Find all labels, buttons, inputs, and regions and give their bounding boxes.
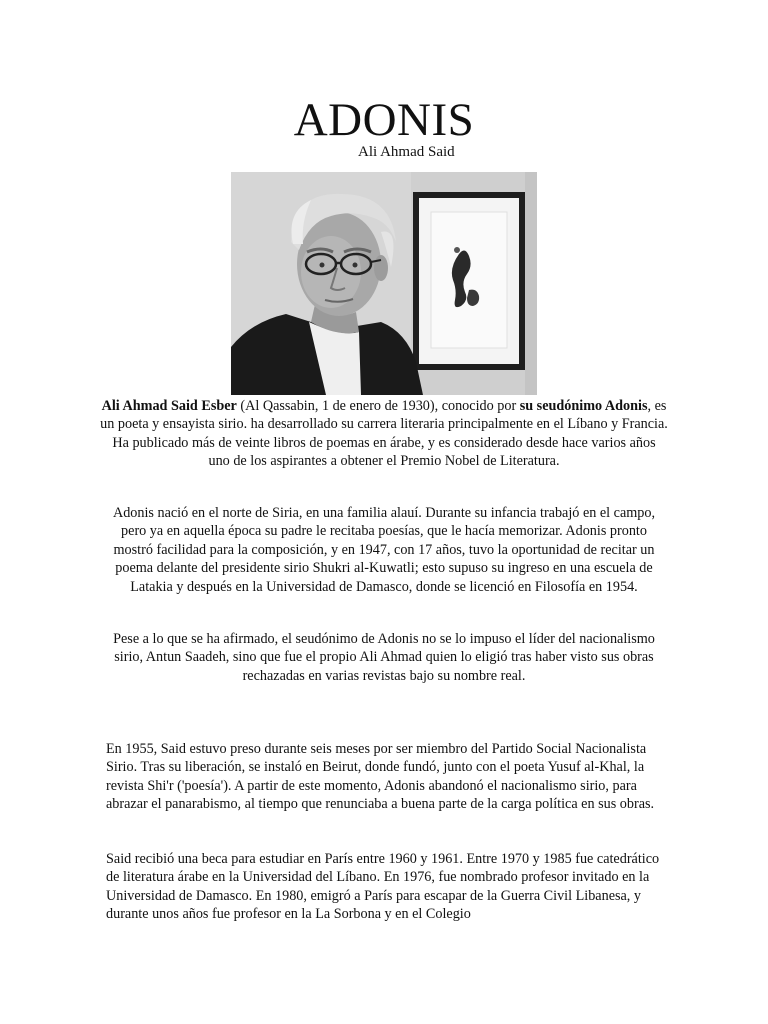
intro-paragraph [100,397,668,471]
paragraph-career: Said recibió una beca para estudiar en París entre 1960 y 1961. Entre 1970 y 1985 fue catedrático de literatura árabe en la Universidad del Líbano. En 1976, fue nombrado profesor invitado en la Universidad de Damasco. En 1980, emigró a París para escapar de la Guerra Civil Libanesa, y durante unos años fue profesor en la La Sorbona y en el Colegio [106,851,660,923]
paragraph-prison: En 1955, Said estuvo preso durante seis meses por ser miembro del Partido Social Nacionalista Sirio. Tras su liberación, se instaló en Beirut, donde fundó, junto con el poeta Yusuf al-Khal, la revista Shi'r ('poesía'). A partir de este momento, Adonis abandonó el nacionalismo sirio, para abrazar el panarabismo, al tiempo que renunciaba a buena parte de la carga política en sus obras. [106,741,655,813]
pseudonym-text: su seudónimo Adonis [519,398,648,414]
portrait-photo [231,172,537,395]
subject-name: Ali Ahmad Said Esber [101,398,237,414]
page-title: ADONIS [293,94,475,146]
page-subtitle: Ali Ahmad Said [358,144,455,160]
paragraph-childhood: Adonis nació en el norte de Siria, en una familia alauí. Durante su infancia trabajó en el campo, pero ya en aquella época su padre le recitaba poesías, que le hacía memorizar. Adonis pronto mostró facilidad para la composición, y en 1947, con 17 años, tuvo la oportunidad de recitar un poema delante del presidente sirio Shukri al-Kuwatli; esto supuso su ingreso en una escuela de Latakia y después en la Universidad de Damasco, donde se licenció en Filosofía en 1954. [112,505,656,595]
intro-text-a: (Al Qassabin, 1 de enero de 1930), conocido por [236,398,520,414]
paragraph-pseudonym: Pese a lo que se ha afirmado, el seudónimo de Adonis no se lo impuso el líder del nacionalismo sirio, Antun Saadeh, sino que fue el propio Ali Ahmad quien lo eligió tras haber visto sus obras rechazadas en varias revistas bajo su nombre real. [113,631,655,684]
intro-text-b: , es un poeta y ensayista sirio. ha desarrollado su carrera literaria principalmente en el Líbano y Francia. Ha publicado más de veinte libros de poemas en árabe, y es considerado desde hace varios años uno de los aspirantes a obtener el Premio Nobel de Literatura. [100,398,668,470]
